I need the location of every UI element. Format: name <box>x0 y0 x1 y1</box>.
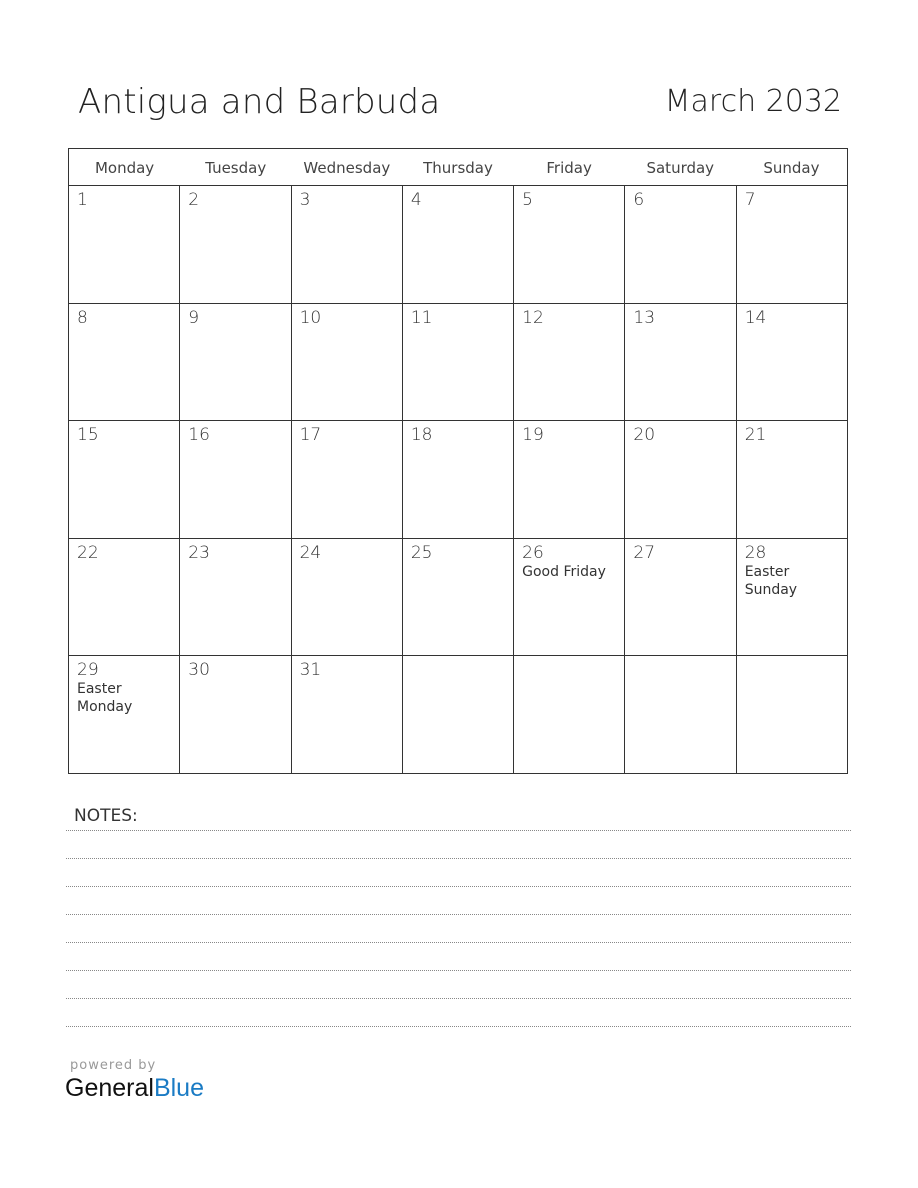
holiday-label: Good Friday <box>522 563 606 580</box>
day-number: 7 <box>744 190 756 210</box>
day-cell <box>403 421 514 538</box>
day-cell <box>292 304 403 421</box>
week-row <box>69 304 847 422</box>
weekday-thursday: Thursday <box>423 159 493 177</box>
day-cell <box>514 421 625 538</box>
week-row <box>69 656 847 773</box>
notes-line <box>66 998 851 999</box>
day-number: 19 <box>522 425 544 446</box>
notes-line <box>66 1026 851 1027</box>
notes-line <box>66 914 851 915</box>
day-cell <box>403 186 514 303</box>
powered-by: powered by <box>70 1058 157 1073</box>
day-number: 8 <box>77 307 88 328</box>
day-cell <box>514 186 625 303</box>
generalblue-logo <box>65 1074 204 1103</box>
day-cell <box>737 421 847 538</box>
notes-line <box>66 858 851 859</box>
day-cell <box>625 186 736 303</box>
notes-line <box>66 942 851 943</box>
day-cell <box>403 656 514 773</box>
day-cell <box>514 304 625 421</box>
day-cell <box>625 539 736 656</box>
day-number: 15 <box>77 425 99 446</box>
day-cell <box>292 421 403 538</box>
day-number: 31 <box>299 660 322 681</box>
notes-label: NOTES: <box>74 806 138 826</box>
month-title: March 2032 <box>664 84 842 119</box>
day-cell <box>180 421 291 538</box>
day-number: 23 <box>188 542 210 563</box>
day-number: 11 <box>410 307 433 328</box>
notes-line <box>66 970 851 971</box>
weekday-tuesday: Tuesday <box>205 159 267 177</box>
weekday-sunday: Sunday <box>763 159 820 177</box>
day-number: 18 <box>410 425 433 446</box>
weekday-wednesday: Wednesday <box>303 159 391 177</box>
day-number: 24 <box>299 542 322 563</box>
country-title: Antigua and Barbuda <box>78 82 441 122</box>
day-number: 2 <box>188 190 200 210</box>
day-number: 9 <box>188 307 200 328</box>
day-number: 17 <box>299 425 322 446</box>
day-cell <box>180 539 291 656</box>
day-number: 4 <box>410 190 422 210</box>
weekday-saturday: Saturday <box>646 159 715 177</box>
day-number: 6 <box>633 190 645 210</box>
day-cell <box>180 186 291 303</box>
day-number: 10 <box>299 307 322 328</box>
day-cell <box>180 656 291 773</box>
day-number: 25 <box>410 542 433 563</box>
day-number: 20 <box>633 425 656 446</box>
week-row <box>69 421 847 539</box>
day-cell <box>625 304 736 421</box>
day-number: 1 <box>77 190 88 210</box>
week-row <box>69 539 847 657</box>
day-number: 5 <box>522 190 533 210</box>
day-cell <box>737 656 847 773</box>
day-number: 14 <box>744 307 767 328</box>
day-cell <box>514 539 625 656</box>
day-number: 27 <box>633 542 656 563</box>
day-number: 3 <box>299 190 311 210</box>
day-cell <box>625 656 736 773</box>
notes-line <box>66 886 851 887</box>
week-row <box>69 186 847 304</box>
holiday-label: Easter Monday <box>77 681 133 716</box>
day-cell <box>69 656 180 773</box>
day-number: 22 <box>77 542 99 563</box>
logo-blue: Blue <box>153 1074 204 1102</box>
day-cell <box>737 304 847 421</box>
day-cell <box>180 304 291 421</box>
day-cell <box>625 421 736 538</box>
weekday-friday: Friday <box>546 159 592 177</box>
day-cell <box>737 186 847 303</box>
day-cell <box>69 186 180 303</box>
day-cell <box>292 539 403 656</box>
day-cell <box>403 304 514 421</box>
day-cell <box>403 539 514 656</box>
weekday-monday: Monday <box>94 159 155 177</box>
notes-line <box>66 830 851 831</box>
holiday-label: Easter Sunday <box>744 563 798 598</box>
day-cell <box>737 539 847 656</box>
day-cell <box>292 656 403 773</box>
day-number: 30 <box>188 660 210 681</box>
day-number: 13 <box>633 307 656 328</box>
day-number: 16 <box>188 425 210 446</box>
day-cell <box>69 539 180 656</box>
day-number: 28 <box>744 542 767 563</box>
day-number: 29 <box>77 660 99 681</box>
day-number: 12 <box>522 307 544 328</box>
day-cell <box>69 421 180 538</box>
weekday-header <box>69 149 847 186</box>
logo-general: General <box>65 1074 154 1102</box>
calendar-grid <box>68 148 848 774</box>
day-cell <box>69 304 180 421</box>
day-number: 26 <box>522 542 544 563</box>
day-cell <box>292 186 403 303</box>
day-number: 21 <box>744 425 767 446</box>
day-cell <box>514 656 625 773</box>
